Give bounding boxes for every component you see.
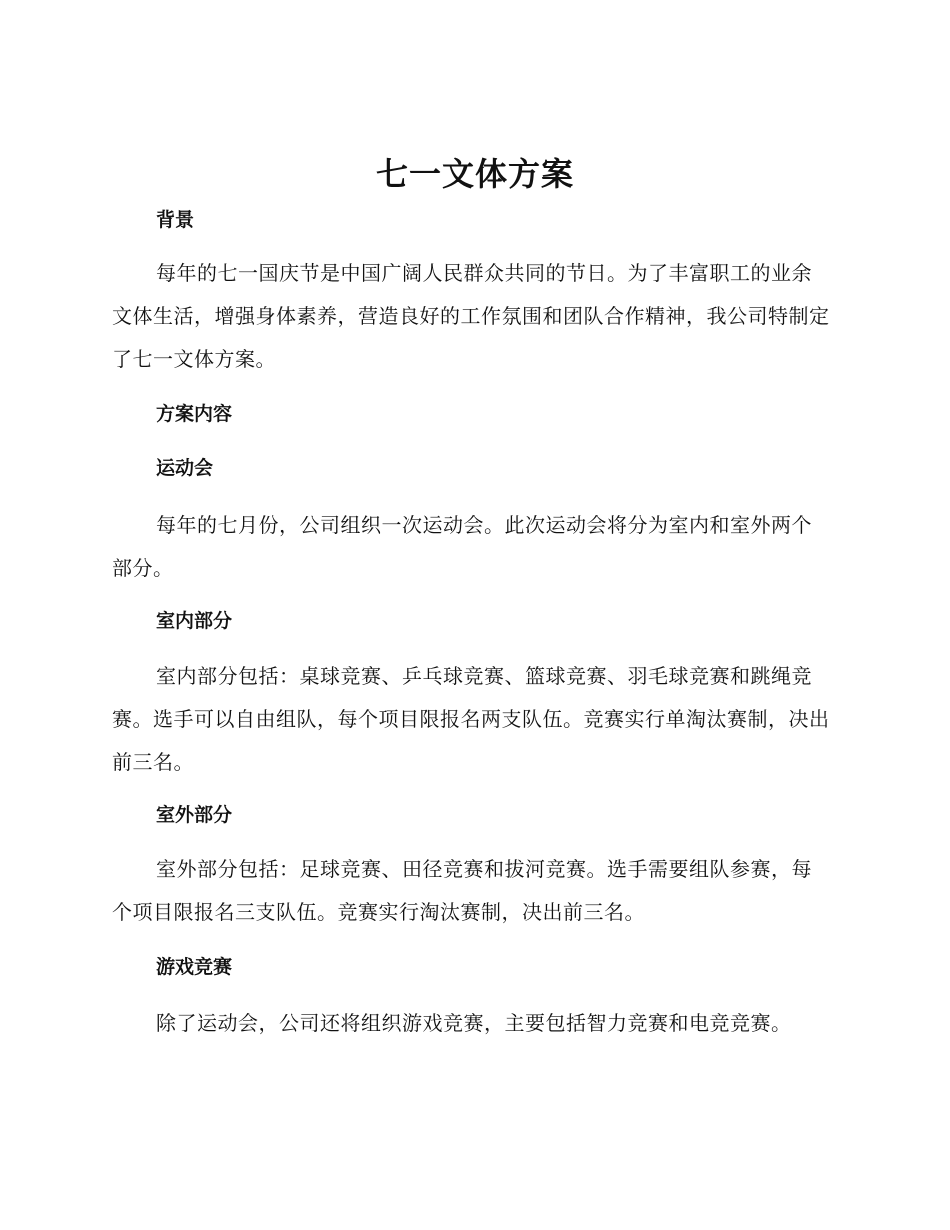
- section-heading-background: 背景: [156, 209, 195, 231]
- paragraph-background: 每年的七一国庆节是中国广阔人民群众共同的节日。为了丰富职工的业余文体生活，增强身体素养，营造良好的工作氛围和团队合作精神，我公司特制定了七一文体方案。: [112, 261, 830, 371]
- section-heading-indoor: 室内部分: [156, 610, 233, 632]
- paragraph-sports-meet: 每年的七月份，公司组织一次运动会。此次运动会将分为室内和室外两个部分。: [112, 513, 812, 580]
- document-title: 七一文体方案: [375, 155, 574, 193]
- section-heading-games: 游戏竞赛: [156, 956, 233, 978]
- paragraph-outdoor: 室外部分包括：足球竞赛、田径竞赛和拔河竞赛。选手需要组队参赛，每个项目限报名三支队伍。竞赛实行淘汰赛制，决出前三名。: [112, 857, 812, 924]
- section-heading-plan-content: 方案内容: [156, 403, 233, 425]
- paragraph-indoor: 室内部分包括：桌球竞赛、乒乓球竞赛、篮球竞赛、羽毛球竞赛和跳绳竞赛。选手可以自由组队，每个项目限报名两支队伍。竞赛实行单淘汰赛制，决出前三名。: [112, 664, 830, 774]
- section-heading-outdoor: 室外部分: [156, 804, 233, 826]
- section-heading-sports-meet: 运动会: [156, 457, 214, 479]
- paragraph-games: 除了运动会，公司还将组织游戏竞赛，主要包括智力竞赛和电竞竞赛。: [156, 1011, 792, 1035]
